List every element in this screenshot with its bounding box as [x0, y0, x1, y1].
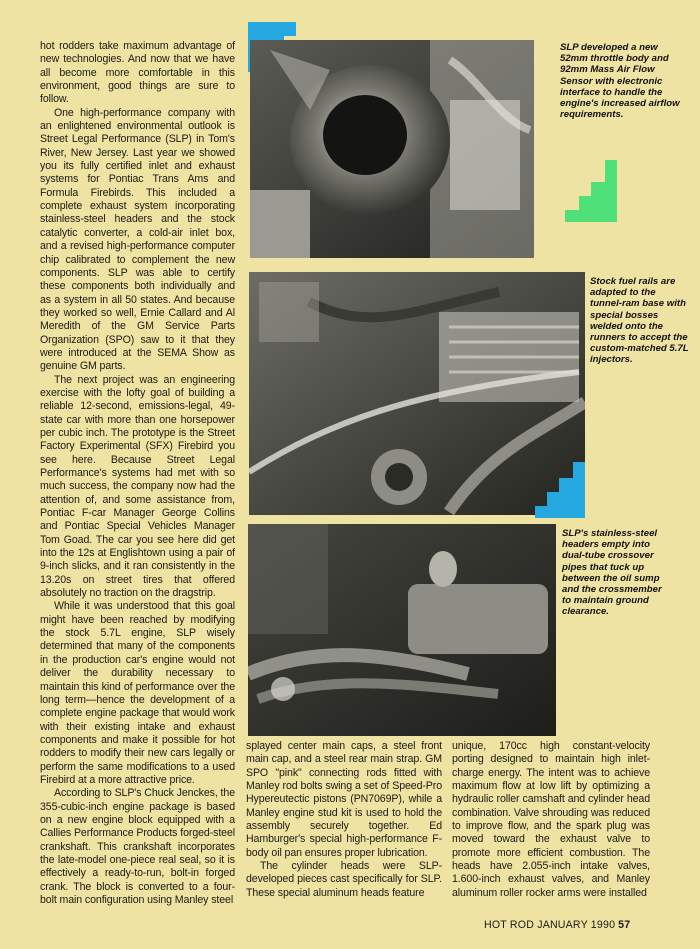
- article-column-2: [246, 740, 442, 900]
- page-number: 57: [618, 919, 631, 931]
- paragraph: hot rodders take maximum advantage of new technologies. And now that we have all become more comfortable in this environment, good things are sure to follow.: [40, 40, 235, 106]
- photo-caption: Stock fuel rails are adapted to the tunnel-ram base with special bosses welded onto the runners to accept the custom-matched 5.7L injectors.: [590, 276, 689, 366]
- photo-exhaust-headers: [248, 524, 556, 736]
- photo-caption: SLP's stainless-steel headers empty into dual-tube crossover pipes that tuck up between the oil sump and the crossmember to maintain ground clearance.: [562, 528, 662, 618]
- paragraph: The cylinder heads were SLP-developed pieces cast specifically for SLP. These special aluminum heads feature: [246, 860, 442, 899]
- photo-throttle-body: [250, 40, 534, 258]
- magazine-issue: HOT ROD JANUARY 1990: [484, 919, 616, 931]
- page-footer: [484, 919, 630, 931]
- decorative-stair-accent: [565, 160, 617, 222]
- article-column-1: [40, 40, 235, 907]
- article-column-3: [452, 740, 650, 900]
- paragraph: splayed center main caps, a steel front main cap, and a steel rear main strap. GM SPO "pink" connecting rods fitted with Manley rod bolts swing a set of Speed-Pro Hypereutectic pistons (PN7069P), while a Manley engine stud kit is used to hold the assembly securely together. Ed Hamburger's special high-performance F-body oil pan ensures proper lubrication.: [246, 740, 442, 859]
- paragraph: According to SLP's Chuck Jenckes, the 355-cubic-inch engine package is based on a new engine block equipped with a Callies Performance Products forged-steel crankshaft. This crankshaft incorporates the late-model one-piece real seal, so it is effectively a ready-to-run, bolt-in forged crank. The block is converted to a four-bolt main configuration using Manley steel: [40, 787, 235, 906]
- paragraph: While it was understood that this goal might have been reached by modifying the stock 5.7L engine, SLP wisely determined that many of the components in the production car's engine would not deliver the durability necessary to maintain this kind of performance over the long term—hence the development of a complete engine package that would work with their existing intake and exhaust components and make it possible for hot rodders to modify their new cars legally or perform the same modifications to a used Firebird at a more attractive price.: [40, 600, 235, 786]
- photo-caption: SLP developed a new 52mm throttle body and 92mm Mass Air Flow Sensor with electronic interface to handle the engine's increased airflow requirements.: [560, 42, 680, 121]
- paragraph: unique, 170cc high constant-velocity porting designed to maintain high inlet-charge energy. The intent was to achieve maximum flow at low lift by optimizing a hydraulic roller camshaft and cylinder head combination. Valve shrouding was reduced to improve flow, and the spark plug was moved toward the exhaust valve to promote more efficient combustion. The heads have 2.055-inch intake valves, 1.600-inch exhaust valves, and Manley aluminum roller rocker arms were installed: [452, 740, 650, 899]
- paragraph: One high-performance company with an enlightened environmental outlook is Street Legal Performance (SLP) in Tom's River, New Jersey. Last year we showed you its fully certified inlet and exhaust systems for Pontiac Trans Ams and Formula Firebirds. This included a complete exhaust system incorporating stainless-steel headers and the stock catalytic converter, a cold-air inlet box, and a revised high-performance computer chip calibrated to complement the new components. SLP was able to certify these components both individually and as a system in all 50 states. And because they worked so well, Ernie Callard and Al Meredith of the GM Service Parts Organization (SPO) saw to it that they were introduced at the SEMA Show as genuine GM parts.: [40, 106, 235, 373]
- paragraph: The next project was an engineering exercise with the lofty goal of building a reliable 12-second, emissions-legal, 49-state car with more than one horsepower per cubic inch. The prototype is the Street Factory Experimental (SFX) Firebird you see here. Because Street Legal Performance's systems had met with so much success, the company now had the attention of, and some assistance from, Pontiac F-car Manager George Collins and Pontiac Special Vehicles Manager Tom Goad. The car you see here did get into the 12s at Englishtown using a pair of 9-inch slicks, and it ran consistently in the 13.20s on street tires that offered absolutely no traction on the dragstrip.: [40, 373, 235, 600]
- decorative-stair-accent: [535, 462, 585, 518]
